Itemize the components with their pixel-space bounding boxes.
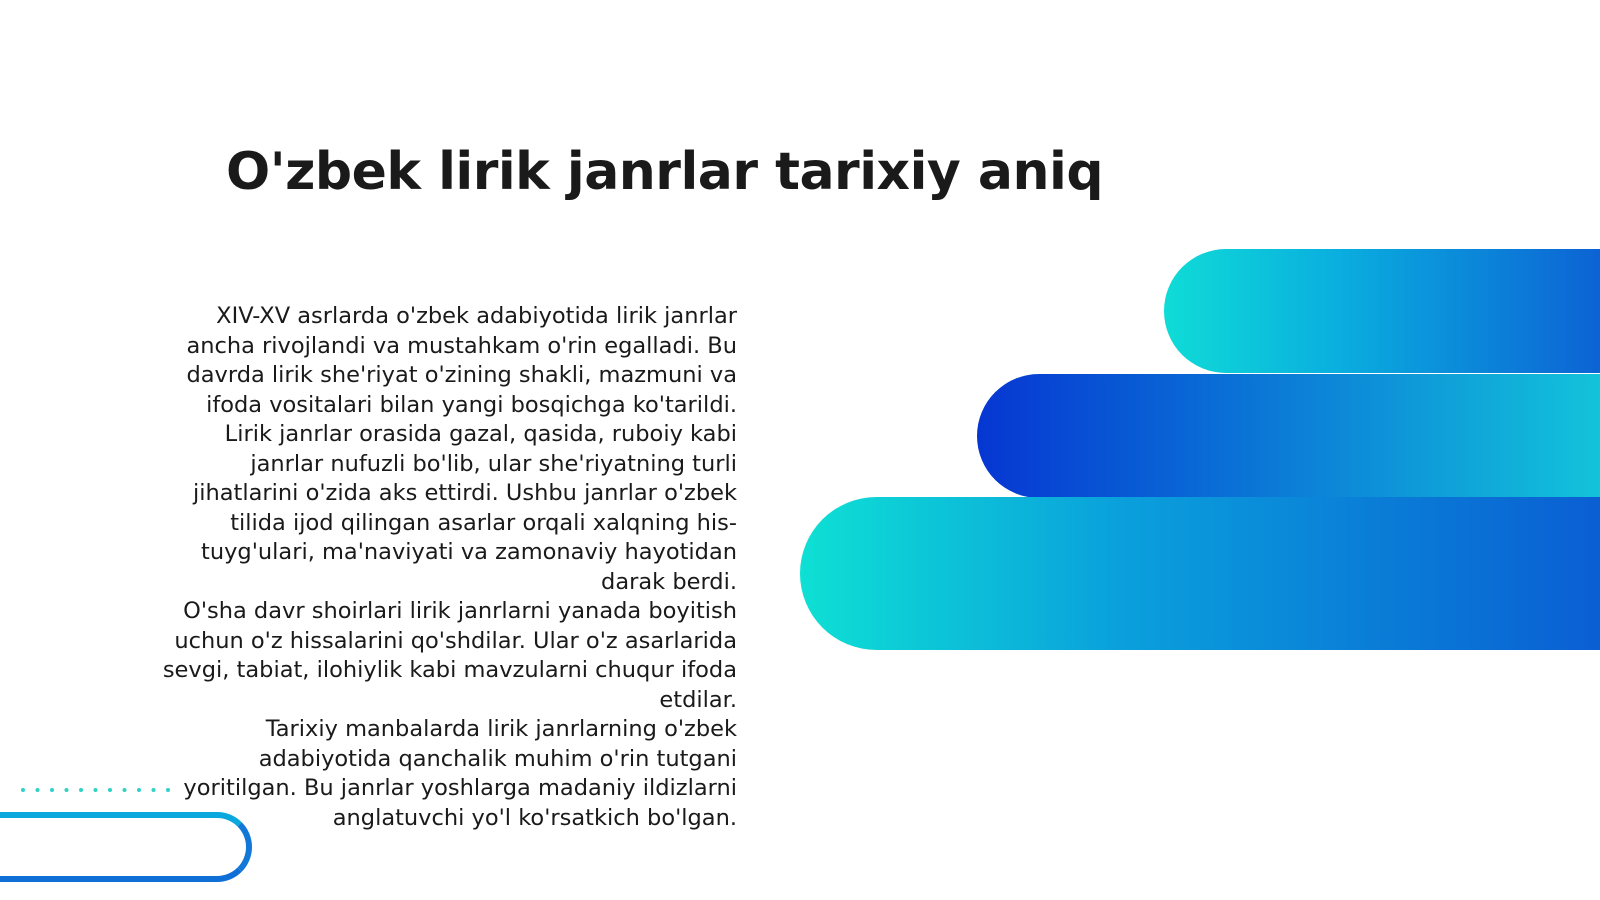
decoration-dot [166,788,170,792]
gradient-bar-top [1164,249,1600,373]
decoration-dot [36,788,40,792]
decoration-dot [50,788,54,792]
decoration-dot [94,788,98,792]
decoration-dot [152,788,156,792]
slide-title: O'zbek lirik janrlar tarixiy aniq [226,142,1104,202]
decoration-dot [21,788,25,792]
slide-body [137,302,737,833]
decoration-dot [137,788,141,792]
gradient-bar-bottom [800,497,1600,650]
decoration-dot [108,788,112,792]
decoration-dot [65,788,69,792]
body-paragraph-3: Tarixiy manbalarda lirik janrlarning o'zbek adabiyotida qanchalik muhim o'rin tutgani yoritilgan. Bu janrlar yoshlarga madaniy ildizlarni anglatuvchi yo'l ko'rsatkich bo'lgan. [183,716,737,831]
decoration-dot [123,788,127,792]
body-paragraph-2: O'sha davr shoirlari lirik janrlarni yanada boyitish uchun o'z hissalarini qo'shdilar. Ular o'z asarlarida sevgi, tabiat, ilohiylik kabi mavzularni chuqur ifoda etdilar. [162,598,737,713]
decoration-dot [79,788,83,792]
body-paragraph-1: XIV-XV asrlarda o'zbek adabiyotida lirik janrlar ancha rivojlandi va mustahkam o'rin egalladi. Bu davrda lirik she'riyat o'zining shakli, mazmuni va ifoda vositalari bilan yangi bosqichga ko'tarildi. Lirik janrlar orasida gazal, qasida, ruboiy kabi janrlar nufuzli bo'lib, ular she'riyatning turli jihatlarini o'zida aks ettirdi. Ushbu janrlar o'zbek tilida ijod qilingan asarlar orqali xalqning his- tuyg'ulari, ma'naviyati va zamonaviy hayotidan darak berdi. [186,303,737,595]
dotted-line-decoration [20,786,280,794]
outline-pill-decoration [0,812,252,882]
gradient-bar-middle [977,374,1600,498]
